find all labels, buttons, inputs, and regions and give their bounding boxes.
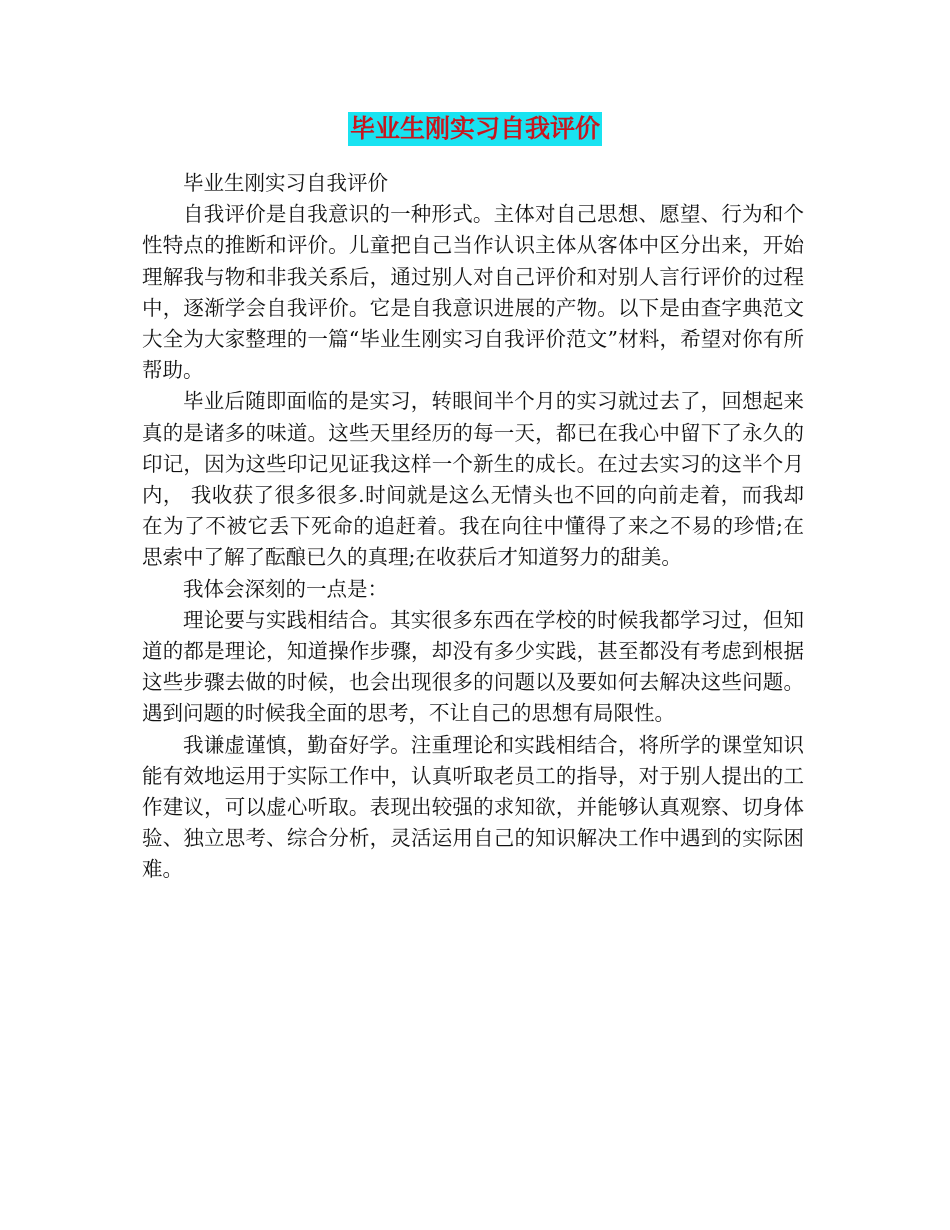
body-paragraph: 毕业后随即面临的是实习，转眼间半个月的实习就过去了，回想起来真的是诸多的味道。这些天里经历的每一天，都已在我心中留下了永久的印记，因为这些印记见证我这样一个新生的成长。在过去实习的这半个月内， 我收获了很多很多.时间就是这么无情头也不回的向前走着，而我却在为了不被它丢下死命的追赶着。我在向往中懂得了来之不易的珍惜;在思索中了解了酝酿已久的真理;在收获后才知道努力的甜美。 (142, 389, 804, 570)
body-paragraph: 理论要与实践相结合。其实很多东西在学校的时候我都学习过，但知道的都是理论，知道操作步骤，却没有多少实践，甚至都没有考虑到根据这些步骤去做的时候，也会出现很多的问题以及要如何去解决这些问题。遇到问题的时候我全面的思考，不让自己的思想有局限性。 (142, 607, 804, 726)
title-container (0, 112, 950, 146)
subtitle-paragraph: 毕业生刚实习自我评价 (183, 171, 388, 195)
document-body (142, 168, 804, 886)
body-paragraph: 我体会深刻的一点是： (183, 576, 388, 601)
document-title: 毕业生刚实习自我评价 (348, 112, 602, 146)
body-paragraph: 我谦虚谨慎，勤奋好学。注重理论和实践相结合，将所学的课堂知识能有效地运用于实际工作中，认真听取老员工的指导，对于别人提出的工作建议，可以虚心听取。表现出较强的求知欲，并能够认真观察、切身体验、独立思考、综合分析，灵活运用自己的知识解决工作中遇到的实际困难。 (142, 732, 804, 882)
body-paragraph: 自我评价是自我意识的一种形式。主体对自己思想、愿望、行为和个性特点的推断和评价。儿童把自己当作认识主体从客体中区分出来，开始理解我与物和非我关系后，通过别人对自己评价和对别人言行评价的过程中，逐渐学会自我评价。它是自我意识进展的产物。以下是由查字典范文大全为大家整理的一篇“毕业生刚实习自我评价范文”材料，希望对你有所帮助。 (142, 202, 804, 383)
